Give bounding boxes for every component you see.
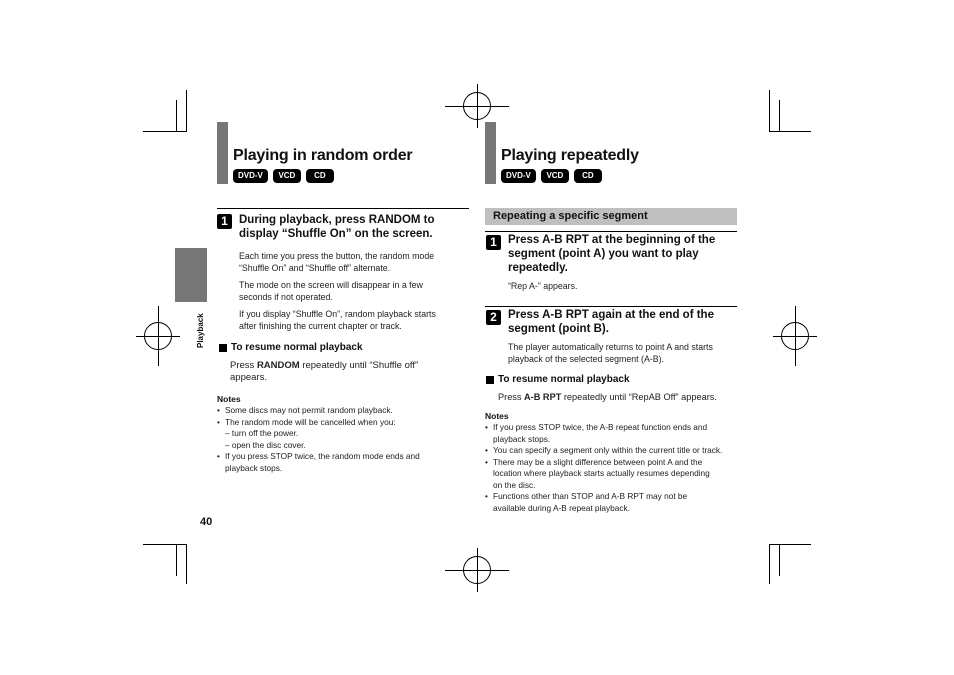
chapter-tab xyxy=(175,248,207,302)
resume-text: Press xyxy=(230,360,257,371)
crop-mark xyxy=(779,544,780,576)
note-line: Functions other than STOP and A-B RPT may not be xyxy=(493,491,688,501)
list-item xyxy=(485,457,743,492)
body-line: The mode on the screen will disappear in a few xyxy=(239,280,423,290)
note-line: on the disc. xyxy=(493,479,536,490)
body-line: If you display “Shuffle On”, random playback starts xyxy=(239,309,436,319)
note-line: location where playback starts actually resumes depending xyxy=(493,468,710,478)
left-notes-list xyxy=(217,405,469,474)
side-label: Playback xyxy=(196,313,205,348)
body-line: Each time you press the button, the random mode xyxy=(239,251,435,261)
crop-mark xyxy=(769,90,770,132)
list-item: – open the disc cover. xyxy=(225,439,306,450)
dvd-v-badge: DVD-V xyxy=(501,169,536,183)
list-item: – turn off the power. xyxy=(225,428,299,438)
left-resume-heading xyxy=(219,342,363,354)
body-line: seconds if not operated. xyxy=(239,292,333,302)
vcd-badge: VCD xyxy=(273,169,301,183)
ab-rpt-button-name: A-B RPT xyxy=(524,392,562,402)
right-step2-instruction xyxy=(508,308,743,336)
right-format-badges xyxy=(501,169,602,183)
right-step1-line: Press A-B RPT at the beginning of the xyxy=(508,234,716,246)
right-step2-paragraph xyxy=(508,341,713,365)
left-notes-heading: Notes xyxy=(217,394,241,404)
crop-mark xyxy=(143,544,187,545)
right-notes-heading: Notes xyxy=(485,411,509,421)
resume-heading-text: To resume normal playback xyxy=(498,374,630,385)
registration-mark xyxy=(158,306,159,366)
right-step1-line: segment (point A) you want to play xyxy=(508,248,699,260)
note-line: available during A-B repeat playback. xyxy=(493,502,630,513)
right-title-bar xyxy=(485,122,496,184)
resume-text: repeatedly until “Shuffle off” xyxy=(299,360,419,371)
right-step2-rule xyxy=(485,306,737,307)
left-step1-line: During playback, press RANDOM to xyxy=(239,214,435,226)
cd-badge: CD xyxy=(574,169,602,183)
list-item: • You can specify a segment only within the current title or track. xyxy=(485,445,743,457)
right-step1-instruction xyxy=(508,233,743,275)
body-line: The player automatically returns to point A and starts xyxy=(508,342,713,352)
list-item xyxy=(485,491,743,514)
cd-badge: CD xyxy=(306,169,334,183)
list-item xyxy=(485,422,743,445)
dvd-v-badge: DVD-V xyxy=(233,169,268,183)
random-button-name: RANDOM xyxy=(256,360,300,371)
right-resume-text xyxy=(498,391,717,403)
note-line: playback stops. xyxy=(225,462,283,473)
left-step1-paragraph xyxy=(239,250,434,274)
page-title-left: Playing in random order xyxy=(233,147,413,164)
resume-text: repeatedly until “RepAB Off” appears. xyxy=(561,392,717,402)
registration-mark xyxy=(477,548,478,592)
resume-text: Press xyxy=(498,392,525,402)
square-bullet-icon xyxy=(219,344,227,352)
page-number: 40 xyxy=(200,516,213,528)
crop-mark xyxy=(186,90,187,132)
right-step1-line: repeatedly. xyxy=(508,262,568,274)
body-line: after finishing the current chapter or track. xyxy=(239,321,402,331)
step-number-1: 1 xyxy=(217,214,232,229)
left-step1-paragraph xyxy=(239,279,423,303)
left-format-badges xyxy=(233,169,334,183)
body-line: “Shuffle On” and “Shuffle off” alternate. xyxy=(239,263,391,273)
list-item xyxy=(217,451,469,474)
note-line: If you press STOP twice, the A-B repeat function ends and xyxy=(493,422,708,432)
left-step1-paragraph xyxy=(239,308,436,332)
right-step1-rule xyxy=(485,231,737,232)
crop-mark xyxy=(176,544,177,576)
left-resume-text xyxy=(230,360,418,384)
list-item: • The random mode will be cancelled when you: xyxy=(217,417,469,429)
page-title-right: Playing repeatedly xyxy=(501,147,639,164)
crop-mark xyxy=(769,131,811,132)
right-step1-body: “Rep A-” appears. xyxy=(508,281,578,291)
crop-mark xyxy=(769,544,811,545)
left-step1-rule xyxy=(217,208,469,209)
crop-mark xyxy=(176,100,177,132)
left-step1-instruction xyxy=(239,213,474,241)
vcd-badge: VCD xyxy=(541,169,569,183)
registration-mark xyxy=(477,84,478,128)
step-number-2: 2 xyxy=(486,310,501,325)
right-notes-list xyxy=(485,422,743,514)
step-number-1: 1 xyxy=(486,235,501,250)
left-step1-line: display “Shuffle On” on the screen. xyxy=(239,228,433,240)
crop-mark xyxy=(769,544,770,584)
right-resume-heading xyxy=(486,374,630,386)
right-step2-line: segment (point B). xyxy=(508,323,609,335)
crop-mark xyxy=(143,131,187,132)
resume-heading-text: To resume normal playback xyxy=(231,342,363,353)
right-step2-line: Press A-B RPT again at the end of the xyxy=(508,309,714,321)
square-bullet-icon xyxy=(486,376,494,384)
resume-text: appears. xyxy=(230,372,267,383)
note-line: playback stops. xyxy=(493,433,551,444)
segment-heading: Repeating a specific segment xyxy=(485,208,737,225)
note-line: There may be a slight difference between point A and the xyxy=(493,456,703,467)
note-line: If you press STOP twice, the random mode ends and xyxy=(225,451,420,461)
body-line: playback of the selected segment (A-B). xyxy=(508,354,664,364)
crop-mark xyxy=(779,100,780,132)
crop-mark xyxy=(186,544,187,584)
registration-mark xyxy=(795,306,796,366)
left-title-bar xyxy=(217,122,228,184)
list-item: • Some discs may not permit random playback. xyxy=(217,405,469,417)
